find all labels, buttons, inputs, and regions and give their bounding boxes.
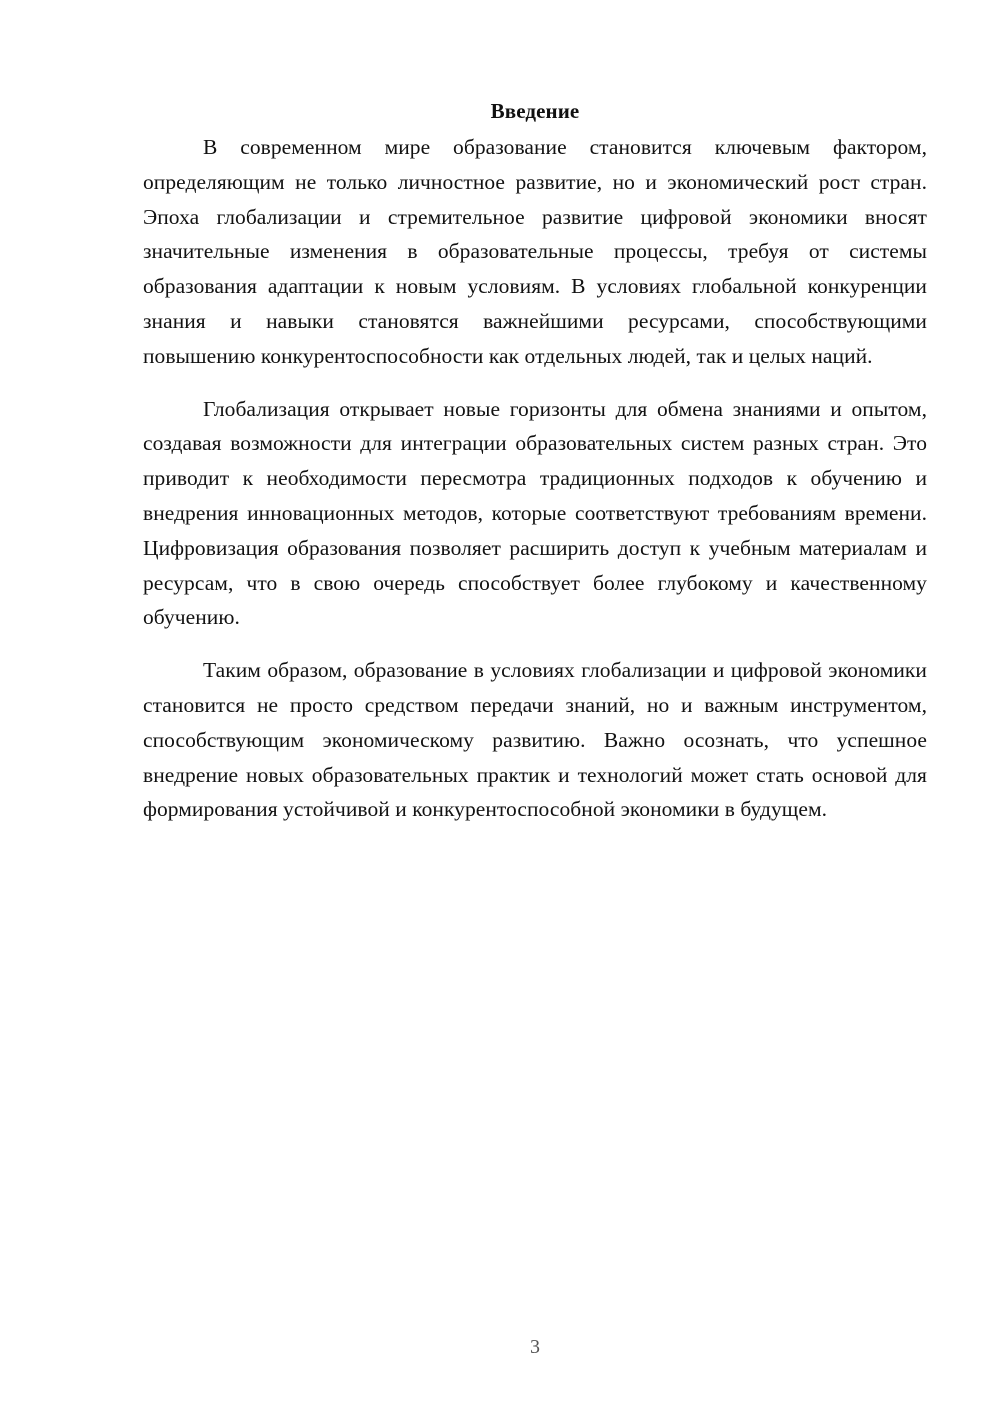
page-content — [143, 96, 927, 845]
paragraph-3: Таким образом, образование в условиях глобализации и цифровой экономики становится не просто средством передачи знаний, но и важным инструментом, способствующим экономическому развитию. Важно осознать, что успешное внедрение новых образовательных практик и технологий может стать основой для формирования устойчивой и конкурентоспособной экономики в будущем. — [143, 658, 927, 822]
paragraph-1: В современном мире образование становится ключевым фактором, определяющим не только личностное развитие, но и экономический рост стран. Эпоха глобализации и стремительное развитие цифровой экономики вносят значительные изменения в образовательные процессы, требуя от системы образования адаптации к новым условиям. В условиях глобальной конкуренции знания и навыки становятся важнейшими ресурсами, способствующими повышению конкурентоспособности как отдельных людей, так и целых наций. — [143, 135, 927, 368]
page-title: Введение — [490, 99, 580, 123]
page-number: 3 — [530, 1336, 540, 1358]
paragraph-2: Глобализация открывает новые горизонты для обмена знаниями и опытом, создавая возможности для интеграции образовательных систем разных стран. Это приводит к необходимости пересмотра традиционных подходов к обучению и внедрения инновационных методов, которые соответствуют требованиям времени. Цифровизация образования позволяет расширить доступ к учебным материалам и ресурсам, что в свою очередь способствует более глубокому и качественному обучению. — [143, 396, 927, 630]
